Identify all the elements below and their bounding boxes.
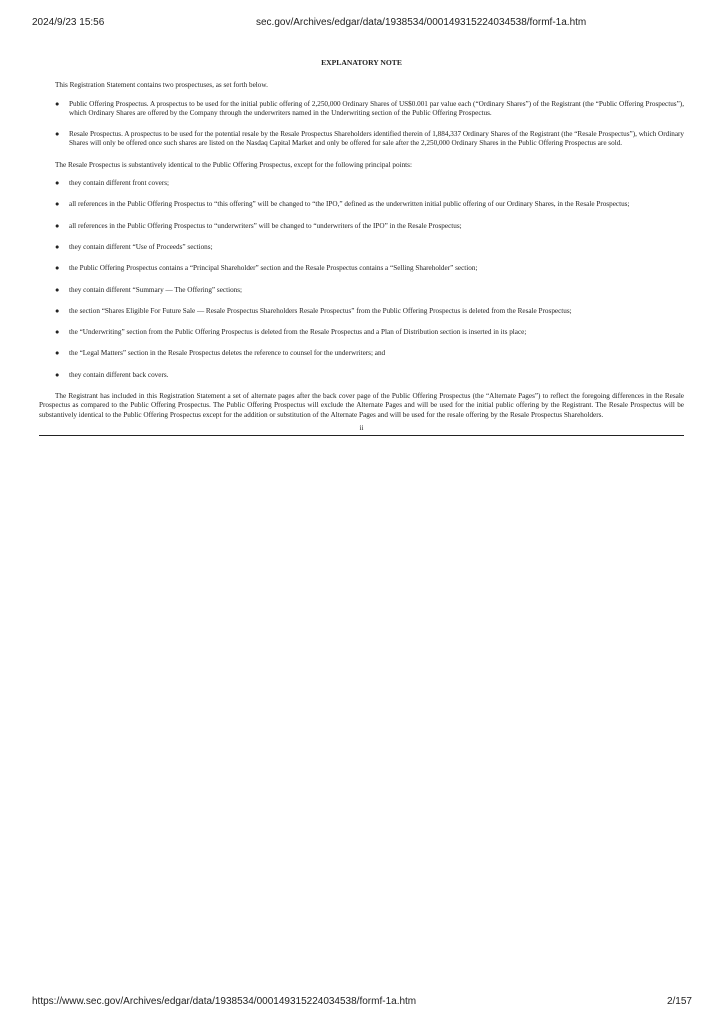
list-item [39, 130, 684, 149]
list-item [39, 100, 684, 119]
list-item [39, 264, 684, 273]
intro-paragraph: This Registration Statement contains two prospectuses, as set forth below. [55, 81, 268, 90]
bullet-icon: ● [55, 200, 60, 209]
bullet-icon: ● [55, 242, 60, 251]
list-item [39, 286, 684, 295]
print-timestamp: 2024/9/23 15:56 [32, 17, 105, 28]
prospectus-list [39, 100, 684, 149]
list-item [39, 349, 684, 358]
page-divider [39, 435, 684, 436]
bullet-icon: ● [55, 179, 60, 188]
differences-intro: The Resale Prospectus is substantively identical to the Public Offering Prospectus, except for the following principal points: [55, 160, 412, 169]
list-item-text: the section “Shares Eligible For Future Sale — Resale Prospectus Shareholders Resale Prospectus” from the Public Offering Prospectus is deleted from the Resale Prospectus; [69, 306, 572, 315]
list-item-text: they contain different “Use of Proceeds” sections; [69, 242, 213, 251]
bullet-icon: ● [55, 349, 60, 358]
bullet-icon: ● [55, 264, 60, 273]
bullet-icon: ● [55, 285, 60, 294]
list-item-text: the “Underwriting” section from the Public Offering Prospectus is deleted from the Resale Prospectus and a Plan of Distribution section is inserted in its place; [69, 328, 527, 337]
list-item [39, 179, 684, 188]
print-page-count: 2/157 [666, 996, 692, 1007]
list-item-text: they contain different front covers; [69, 179, 170, 188]
differences-list [39, 179, 684, 380]
list-item-text: Public Offering Prospectus. A prospectus to be used for the initial public offering of 2,250,000 Ordinary Shares of US$0.001 par value each (“Ordinary Shares”) of the Registrant (the “Public Offering Prospectus”), which Ordinary Shares are offered by the Company through the underwriters named in the Underwriting section of the Public Offering Prospectus. [69, 99, 684, 117]
bullet-icon: ● [55, 99, 60, 108]
bullet-icon: ● [55, 370, 60, 379]
print-footer [32, 996, 692, 1010]
list-item [39, 371, 684, 380]
list-item [39, 307, 684, 316]
list-item [39, 243, 684, 252]
list-item-text: the “Legal Matters” section in the Resale Prospectus deletes the reference to counsel for the underwriters; and [69, 349, 386, 358]
list-item-text: all references in the Public Offering Prospectus to “underwriters” will be changed to “underwriters of the IPO” in the Resale Prospectus; [69, 221, 462, 230]
bullet-icon: ● [55, 130, 60, 139]
document-page [39, 58, 684, 436]
closing-paragraph: The Registrant has included in this Registration Statement a set of alternate pages after the back cover page of the Public Offering Prospectus (the “Alternate Pages”) to reflect the foregoing differences in the Resale Prospectus as compared to the Public Offering Prospectus. The Public Offering Prospectus will exclude the Alternate Pages and will be used for the initial public offering by the Registrant. The Resale Prospectus will be substantively identical to the Public Offering Prospectus except for the addition or substitution of the Alternate Pages and will be used for the resale offering by the Resale Prospectus Shareholders. [39, 392, 684, 419]
print-header-url: sec.gov/Archives/edgar/data/1938534/000149315224034538/formf-1a.htm [256, 17, 587, 28]
print-header [32, 17, 692, 31]
bullet-icon: ● [55, 328, 60, 337]
page-number: ii [359, 423, 364, 432]
bullet-icon: ● [55, 221, 60, 230]
list-item [39, 200, 684, 209]
list-item-text: they contain different “Summary — The Offering” sections; [69, 285, 243, 294]
list-item-text: Resale Prospectus. A prospectus to be used for the potential resale by the Resale Prospectus Shareholders identified therein of 1,884,337 Ordinary Shares of the Registrant (the “Resale Prospectus”), which Ordinary Shares will only be offered once such shares are listed on the Nasdaq Capital Market and only be offered for sale after the 2,250,000 Ordinary Shares in the Public Offering Prospectus are sold. [69, 130, 684, 148]
print-footer-url: https://www.sec.gov/Archives/edgar/data/1938534/000149315224034538/formf-1a.htm [32, 996, 417, 1007]
list-item [39, 328, 684, 337]
list-item-text: they contain different back covers. [69, 370, 169, 379]
list-item-text: the Public Offering Prospectus contains a “Principal Shareholder” section and the Resale Prospectus contains a “Selling Shareholder” section; [69, 264, 478, 273]
page-title: EXPLANATORY NOTE [321, 58, 402, 67]
list-item [39, 222, 684, 231]
list-item-text: all references in the Public Offering Prospectus to “this offering” will be changed to “the IPO,” defined as the underwritten initial public offering of our Ordinary Shares, in the Resale Prospectus; [69, 200, 630, 209]
bullet-icon: ● [55, 306, 60, 315]
